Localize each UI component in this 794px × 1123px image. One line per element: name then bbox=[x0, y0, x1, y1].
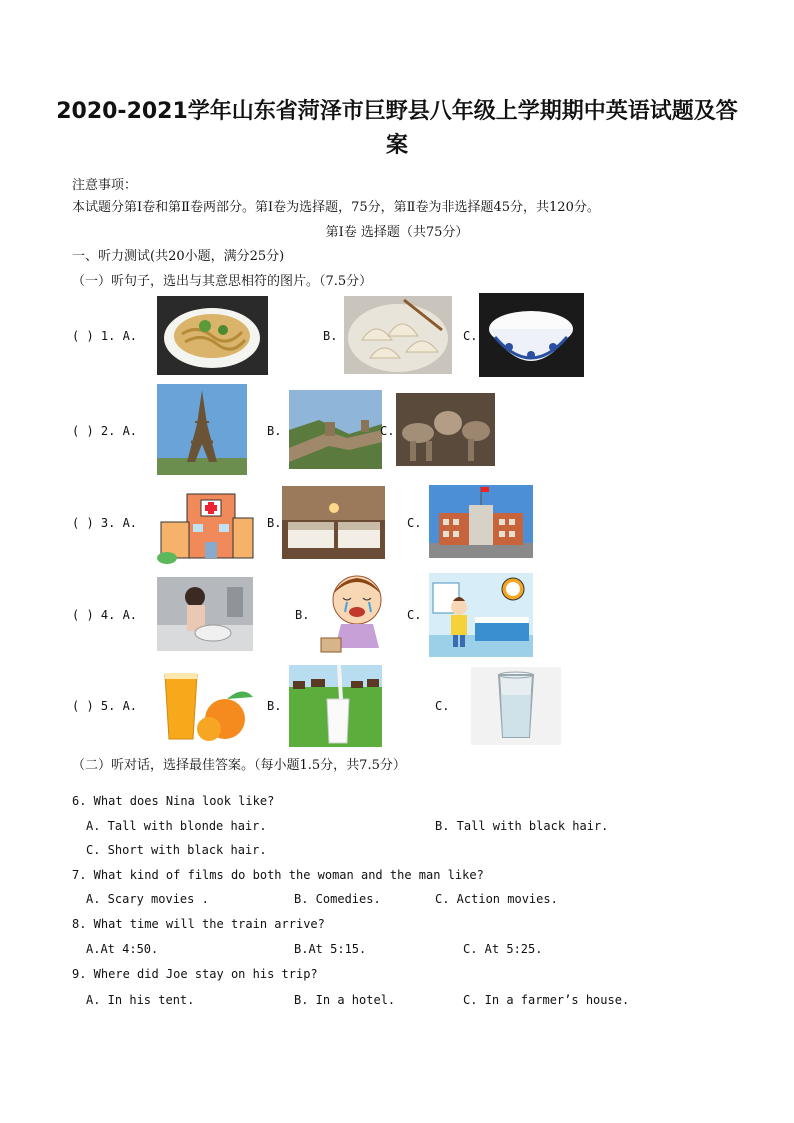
question-1-option-b: B. bbox=[323, 329, 338, 343]
question-9-option-b: B. In a hotel. bbox=[294, 993, 396, 1007]
section1-heading: 一、听力测试(共20小题，满分25分) bbox=[72, 249, 285, 264]
question-5-label: ( ) 5. A. bbox=[72, 699, 138, 713]
question-7-option-b: B. Comedies. bbox=[294, 892, 381, 906]
notice-heading: 注意事项： bbox=[72, 178, 138, 193]
notice-text: 本试题分第Ⅰ卷和第Ⅱ卷两部分。第Ⅰ卷为选择题，75分，第Ⅱ卷为非选择题45分，共120分。 bbox=[72, 200, 600, 215]
dumplings-image bbox=[344, 296, 452, 374]
page-title bbox=[0, 95, 794, 163]
boy-making-bed-image bbox=[429, 573, 533, 657]
noodles-image bbox=[157, 296, 268, 375]
girl-crying-image bbox=[313, 570, 406, 658]
subsection1-heading: （一）听句子，选出与其意思相符的图片。（7.5分） bbox=[72, 274, 373, 289]
milk-cows-image bbox=[289, 665, 382, 747]
question-6-option-a: A. Tall with blonde hair. bbox=[86, 819, 267, 833]
orange-juice-image bbox=[157, 667, 263, 745]
rice-bowl-image bbox=[479, 293, 584, 377]
question-5-option-c: C. bbox=[435, 699, 450, 713]
question-9-option-c: C. In a farmer’s house. bbox=[463, 993, 630, 1007]
hotel-room-image bbox=[282, 486, 385, 559]
question-7-text: 7. What kind of films do both the woman and the man like? bbox=[72, 868, 484, 882]
question-3-label: ( ) 3. A. bbox=[72, 516, 138, 530]
question-4-option-b: B. bbox=[295, 608, 310, 622]
question-2-option-c: C. bbox=[380, 424, 395, 438]
question-8-option-c: C. At 5:25. bbox=[463, 942, 543, 956]
school-building-image bbox=[429, 485, 533, 558]
water-glass-image bbox=[471, 667, 561, 745]
question-2-label: ( ) 2. A. bbox=[72, 424, 138, 438]
question-4-option-c: C. bbox=[407, 608, 422, 622]
question-2-option-b: B. bbox=[267, 424, 282, 438]
question-6-option-b: B. Tall with black hair. bbox=[435, 819, 609, 833]
question-8-option-b: B.At 5:15. bbox=[294, 942, 367, 956]
terracotta-warriors-image bbox=[396, 393, 495, 466]
question-6-option-c: C. Short with black hair. bbox=[86, 843, 267, 857]
question-9-text: 9. Where did Joe stay on his trip? bbox=[72, 967, 318, 981]
question-1-option-c: C. bbox=[463, 329, 478, 343]
question-7-option-a: A. Scary movies . bbox=[86, 892, 209, 906]
title-line-2: 案 bbox=[385, 133, 408, 158]
part1-heading: 第Ⅰ卷 选择题（共75分） bbox=[325, 225, 469, 240]
question-7-option-c: C. Action movies. bbox=[435, 892, 558, 906]
question-4-label: ( ) 4. A. bbox=[72, 608, 138, 622]
hospital-image bbox=[157, 484, 255, 564]
girl-washing-dishes-image bbox=[157, 577, 253, 651]
question-5-option-b: B. bbox=[267, 699, 282, 713]
title-line-1: 2020-2021学年山东省菏泽市巨野县八年级上学期期中英语试题及答 bbox=[56, 99, 738, 124]
great-wall-image bbox=[289, 390, 382, 469]
question-9-option-a: A. In his tent. bbox=[86, 993, 195, 1007]
question-3-option-b: B. bbox=[267, 516, 282, 530]
question-8-text: 8. What time will the train arrive? bbox=[72, 917, 325, 931]
question-3-option-c: C. bbox=[407, 516, 422, 530]
question-6-text: 6. What does Nina look like? bbox=[72, 794, 275, 808]
subsection2-heading: （二）听对话，选择最佳答案。（每小题1.5分，共7.5分） bbox=[72, 758, 406, 773]
question-8-option-a: A.At 4:50. bbox=[86, 942, 159, 956]
eiffel-tower-image bbox=[157, 384, 247, 475]
question-1-label: ( ) 1. A. bbox=[72, 329, 138, 343]
